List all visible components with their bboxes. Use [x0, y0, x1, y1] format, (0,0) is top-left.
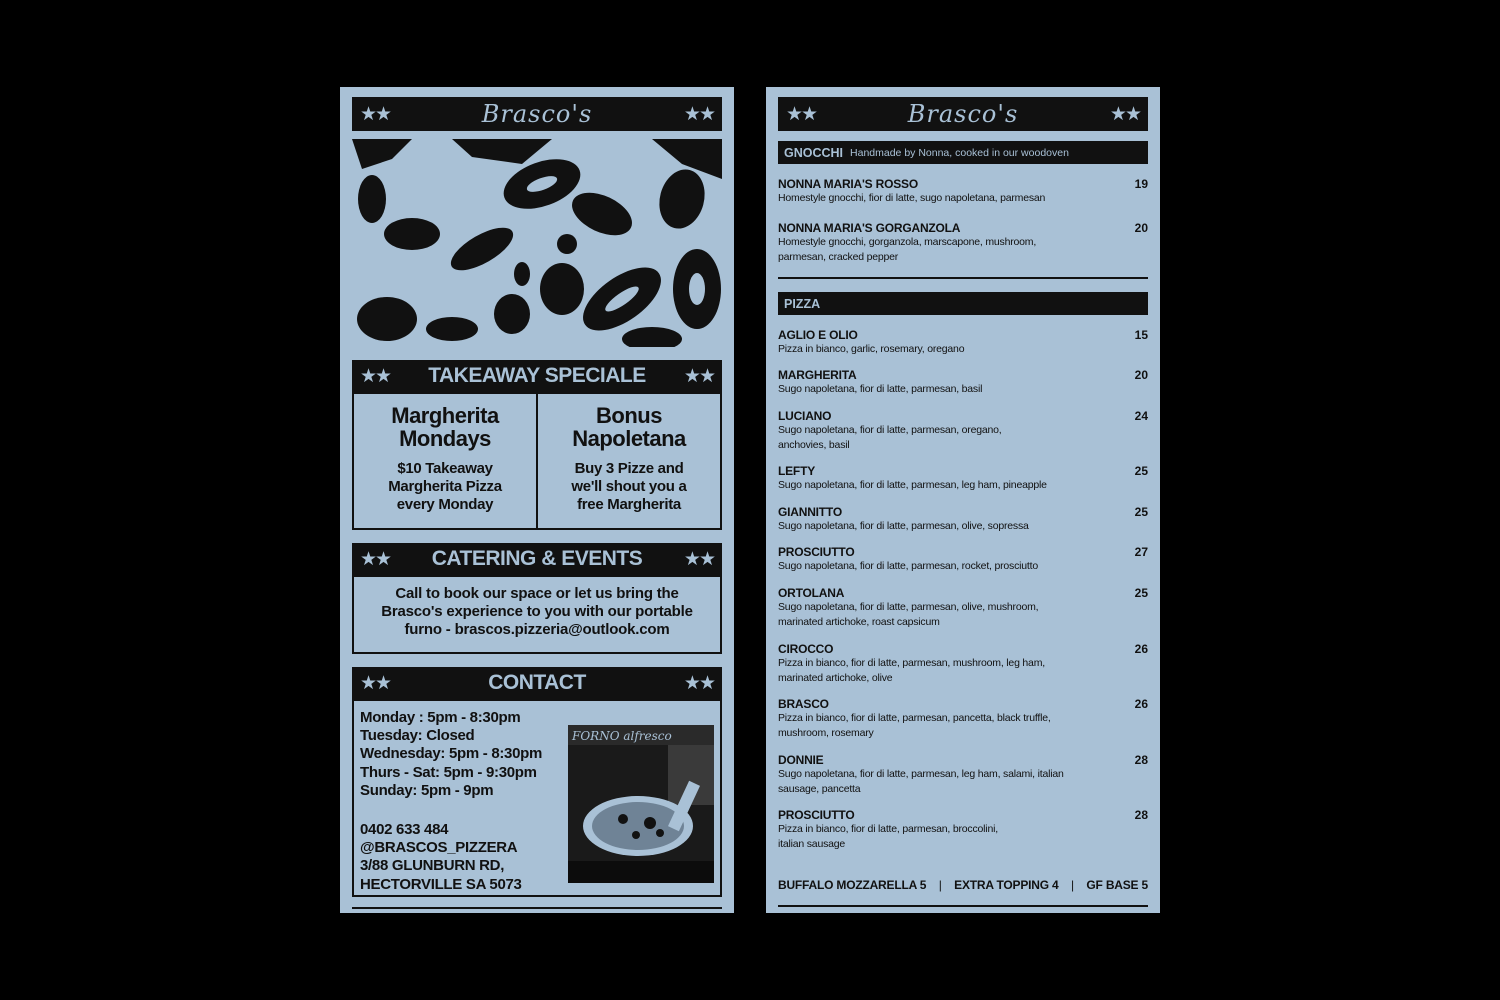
special-line: $10 Takeaway [397, 460, 493, 477]
item-description [778, 423, 1078, 453]
right-menu-card [766, 87, 1160, 913]
catering-heading-bar [352, 543, 722, 575]
special-title-line: Bonus [596, 403, 662, 428]
description-line: sausage, pancetta [778, 783, 861, 795]
special-title-line: Napoletana [572, 426, 686, 451]
takeaway-specials [352, 392, 722, 530]
description-line: Pizza in bianco, fior di latte, parmesan, mushroom, leg ham, [778, 657, 1045, 669]
extra-topping: EXTRA TOPPING 4 [954, 878, 1059, 892]
item-price: 26 [1134, 697, 1148, 711]
item-name: LUCIANO [778, 409, 832, 423]
extras-separator: | [1071, 878, 1074, 892]
item-name: NONNA MARIA'S GORGANZOLA [778, 221, 961, 235]
pizza-oven-image [568, 711, 714, 883]
item-description [778, 711, 1078, 741]
extra-buffalo-mozzarella: BUFFALO MOZZARELLA 5 [778, 878, 927, 892]
description-line: parmesan, cracked pepper [778, 251, 899, 263]
hours-line: Wednesday: 5pm - 8:30pm [360, 745, 543, 763]
catering-heading: CATERING & EVENTS [431, 547, 643, 570]
item-description [778, 559, 1078, 574]
contact-details [360, 821, 522, 894]
basil-photo [352, 139, 722, 347]
item-name: ORTOLANA [778, 586, 845, 600]
special-margherita-mondays [354, 394, 536, 528]
oven-sign-text: FORNO alfresco [572, 729, 672, 743]
hours-line: Tuesday: Closed [360, 727, 475, 745]
left-menu-card [340, 87, 734, 913]
hours-line: Sunday: 5pm - 9pm [360, 781, 494, 799]
star-icon: ★★ [360, 672, 391, 694]
item-price: 19 [1134, 177, 1148, 191]
menu-item [778, 505, 1148, 534]
social-handle: @BRASCOS_PIZZERA [360, 839, 518, 857]
category-note: Handmade by Nonna, cooked in our woodoven [850, 146, 1069, 159]
special-bonus-napoletana [536, 394, 720, 528]
special-description [354, 460, 536, 514]
description-line: mushroom, rosemary [778, 727, 874, 739]
description-line: Homestyle gnocchi, gorganzola, marscapone, mushroom, [778, 236, 1037, 248]
special-description [538, 460, 720, 514]
menu-item [778, 328, 1148, 357]
special-title-line: Mondays [399, 426, 491, 451]
gnocchi-category-bar [778, 141, 1148, 164]
item-description [778, 822, 1078, 852]
menu-item [778, 808, 1148, 852]
phone-number: 0402 633 484 [360, 821, 449, 838]
item-name: GIANNITTO [778, 505, 842, 519]
contact-heading: CONTACT [488, 671, 586, 694]
star-icon: ★★ [1109, 103, 1140, 125]
item-price: 28 [1134, 753, 1148, 767]
star-icon: ★★ [683, 548, 714, 570]
description-line: Pizza in bianco, fior di latte, parmesan, pancetta, black truffle, [778, 712, 1051, 724]
description-line: marinated artichoke, olive [778, 672, 893, 684]
item-name: CIROCCO [778, 642, 834, 656]
brand-header [352, 97, 722, 131]
special-title [354, 404, 536, 450]
star-icon: ★★ [683, 365, 714, 387]
extras-line [778, 878, 1148, 892]
description-line: italian sausage [778, 838, 846, 850]
star-icon: ★★ [360, 103, 391, 125]
star-icon: ★★ [786, 103, 817, 125]
catering-line: furno - brascos.pizzeria@outlook.com [404, 621, 670, 638]
extras-separator: | [938, 878, 942, 892]
brand-logo: Brasco's [907, 100, 1019, 128]
item-price: 25 [1134, 586, 1148, 600]
item-name: NONNA MARIA'S ROSSO [778, 177, 918, 191]
item-description [778, 191, 1078, 206]
hours-line: Monday : 5pm - 8:30pm [360, 709, 521, 726]
pizza-category-bar [778, 292, 1148, 315]
special-line: Buy 3 Pizze and [574, 460, 684, 477]
category-name: PIZZA [784, 296, 821, 311]
contact-box [352, 699, 722, 897]
bottom-rule [352, 907, 722, 909]
item-description [778, 342, 1078, 357]
description-line: Sugo napoletana, fior di latte, parmesan, olive, sopressa [778, 520, 1029, 532]
hours-line: Thurs - Sat: 5pm - 9:30pm [360, 763, 537, 781]
item-price: 26 [1134, 642, 1148, 656]
item-name: AGLIO E OLIO [778, 328, 858, 342]
description-line: marinated artichoke, roast capsicum [778, 616, 940, 628]
item-price: 24 [1134, 409, 1148, 423]
special-line: Margherita Pizza [388, 478, 502, 495]
description-line: Sugo napoletana, fior di latte, parmesan, oregano, [778, 424, 1002, 436]
menu-item [778, 586, 1148, 630]
bottom-rule [778, 905, 1148, 907]
star-icon: ★★ [360, 365, 391, 387]
item-price: 20 [1134, 368, 1148, 382]
star-icon: ★★ [683, 672, 714, 694]
description-line: Sugo napoletana, fior di latte, parmesan, leg ham, pineapple [778, 479, 1047, 491]
item-price: 25 [1134, 505, 1148, 519]
brand-header [778, 97, 1148, 131]
takeaway-heading-bar [352, 360, 722, 392]
item-name: PROSCIUTTO [778, 545, 855, 559]
special-line: we'll shout you a [571, 478, 687, 495]
opening-hours [360, 709, 542, 800]
item-name: DONNIE [778, 753, 824, 767]
description-line: Sugo napoletana, fior di latte, parmesan, rocket, prosciutto [778, 560, 1038, 572]
menu-item [778, 464, 1148, 493]
item-description [778, 767, 1078, 797]
address-line: HECTORVILLE SA 5073 [360, 875, 522, 893]
address-line: 3/88 GLUNBURN RD, [360, 857, 505, 875]
item-name: MARGHERITA [778, 368, 857, 382]
item-name: LEFTY [778, 464, 815, 478]
item-price: 28 [1134, 808, 1148, 822]
item-description [778, 600, 1078, 630]
catering-description [354, 577, 720, 639]
description-line: Sugo napoletana, fior di latte, parmesan, leg ham, salami, italian [778, 768, 1064, 780]
item-price: 25 [1134, 464, 1148, 478]
description-line: Sugo napoletana, fior di latte, parmesan, olive, mushroom, [778, 601, 1039, 613]
description-line: anchovies, basil [778, 439, 850, 451]
description-line: Pizza in bianco, garlic, rosemary, oregano [778, 343, 965, 355]
menu-item [778, 753, 1148, 797]
catering-line: Brasco's experience to you with our portable [381, 603, 693, 620]
description-line: Sugo napoletana, fior di latte, parmesan, basil [778, 383, 983, 395]
section-rule [778, 277, 1148, 279]
menu-item [778, 545, 1148, 574]
item-price: 20 [1134, 221, 1148, 235]
menu-item [778, 409, 1148, 453]
item-description [778, 382, 1078, 397]
takeaway-heading: TAKEAWAY SPECIALE [428, 364, 646, 387]
basil-leaves-image [352, 139, 722, 347]
special-line: every Monday [396, 496, 494, 513]
special-line: free Margherita [577, 496, 681, 513]
item-description [778, 478, 1078, 493]
menu-item [778, 368, 1148, 397]
menu-item [778, 221, 1148, 265]
description-line: Homestyle gnocchi, fior di latte, sugo napoletana, parmesan [778, 192, 1046, 204]
menu-item [778, 177, 1148, 206]
menu-item [778, 642, 1148, 686]
contact-heading-bar [352, 667, 722, 699]
item-description [778, 519, 1078, 534]
pizza-oven-photo [568, 711, 714, 883]
item-name: PROSCIUTTO [778, 808, 855, 822]
item-price: 27 [1134, 545, 1148, 559]
item-description [778, 235, 1078, 265]
star-icon: ★★ [360, 548, 391, 570]
star-icon: ★★ [683, 103, 714, 125]
item-name: BRASCO [778, 697, 829, 711]
category-name: GNOCCHI [784, 145, 844, 160]
item-description [778, 656, 1078, 686]
catering-box [352, 575, 722, 654]
catering-line: Call to book our space or let us bring the [395, 585, 679, 602]
extra-gf-base: GF BASE 5 [1086, 878, 1148, 892]
menu-item [778, 697, 1148, 741]
special-title [538, 404, 720, 450]
brand-logo: Brasco's [481, 100, 593, 128]
description-line: Pizza in bianco, fior di latte, parmesan, broccolini, [778, 823, 998, 835]
special-title-line: Margherita [391, 403, 499, 428]
item-price: 15 [1134, 328, 1148, 342]
